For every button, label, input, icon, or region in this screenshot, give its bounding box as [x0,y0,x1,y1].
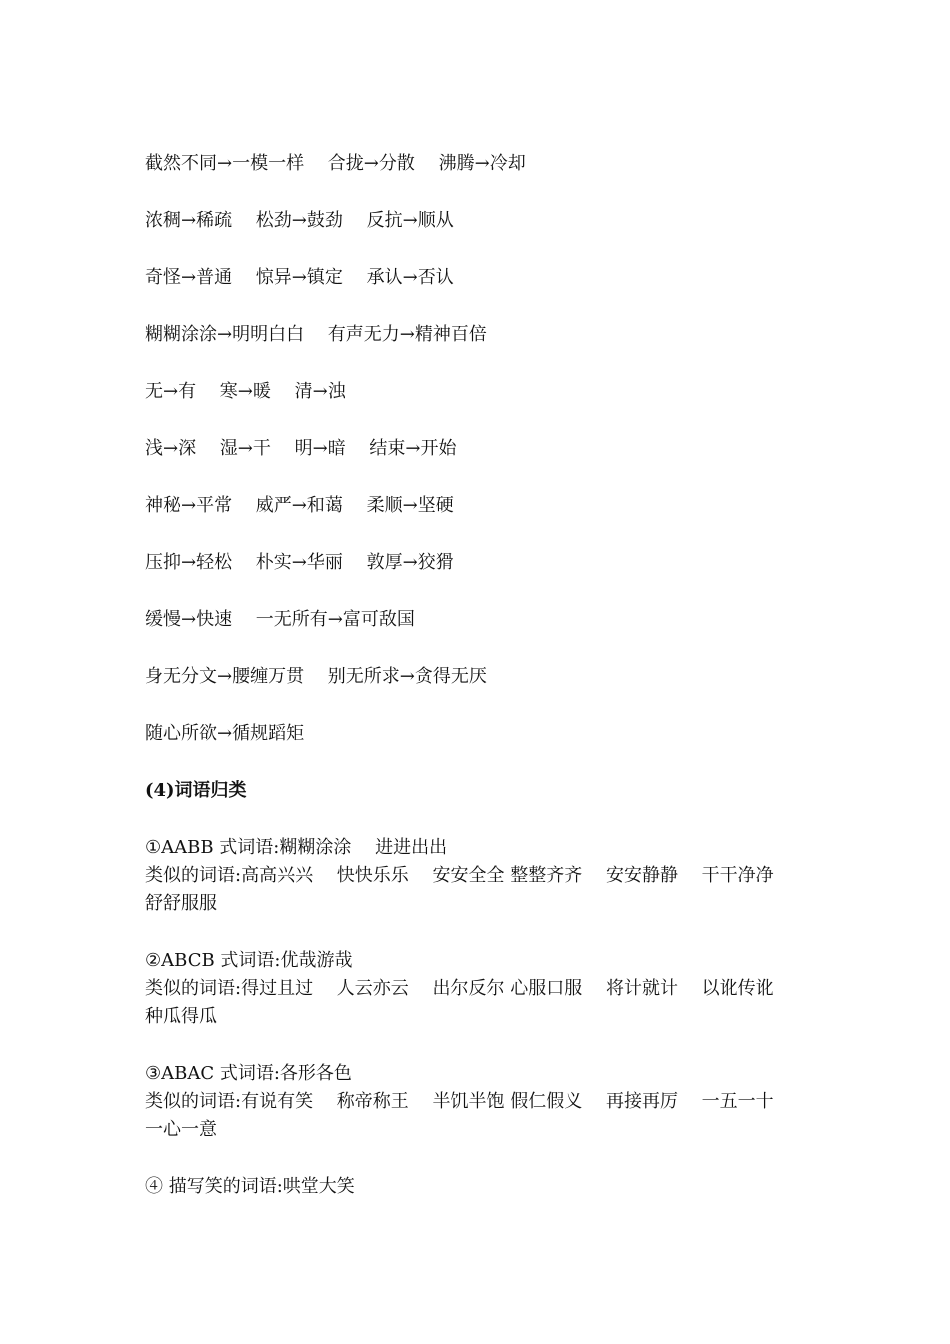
antonym-line-8: 压抑→轻松 朴实→华丽 敦厚→狡猾 [145,552,454,573]
group-examples: 类似的词语:高高兴兴 快快乐乐 安安全全 整整齐齐 安安静静 干干净净 [145,865,774,886]
antonym-line-5: 无→有 寒→暖 清→浊 [145,381,346,402]
antonym-line-7: 神秘→平常 威严→和蔼 柔顺→坚硬 [145,495,454,516]
document-page [145,150,825,1201]
word-group-abac [145,1060,825,1144]
antonym-line-3: 奇怪→普通 惊异→镇定 承认→否认 [145,267,454,288]
group-examples-cont: 舒舒服服 [145,893,217,914]
group-title: ②ABCB 式词语:优哉游哉 [145,950,353,971]
antonym-line-6: 浅→深 湿→干 明→暗 结束→开始 [145,438,457,459]
word-group-aabb [145,834,825,918]
antonym-line-11: 随心所欲→循规蹈矩 [145,723,305,744]
antonym-line-10: 身无分文→腰缠万贯 别无所求→贪得无厌 [145,666,487,687]
group-examples: 类似的词语:有说有笑 称帝称王 半饥半饱 假仁假义 再接再厉 一五一十 [145,1091,774,1112]
group-examples-cont: 种瓜得瓜 [145,1006,217,1027]
antonym-line-2: 浓稠→稀疏 松劲→鼓劲 反抗→顺从 [145,210,454,231]
word-group-abcb [145,947,825,1031]
antonym-line-1: 截然不同→一模一样 合拢→分散 沸腾→冷却 [145,153,526,174]
section-heading: (4)词语归类 [145,780,247,801]
group-title: ③ABAC 式词语:各形各色 [145,1063,352,1084]
laugh-words-line: ④ 描写笑的词语:哄堂大笑 [145,1176,355,1197]
antonym-line-9: 缓慢→快速 一无所有→富可敌国 [145,609,415,630]
group-examples: 类似的词语:得过且过 人云亦云 出尔反尔 心服口服 将计就计 以讹传讹 [145,978,774,999]
antonym-line-4: 糊糊涂涂→明明白白 有声无力→精神百倍 [145,324,487,345]
group-title: ①AABB 式词语:糊糊涂涂 进进出出 [145,837,448,858]
group-examples-cont: 一心一意 [145,1119,217,1140]
